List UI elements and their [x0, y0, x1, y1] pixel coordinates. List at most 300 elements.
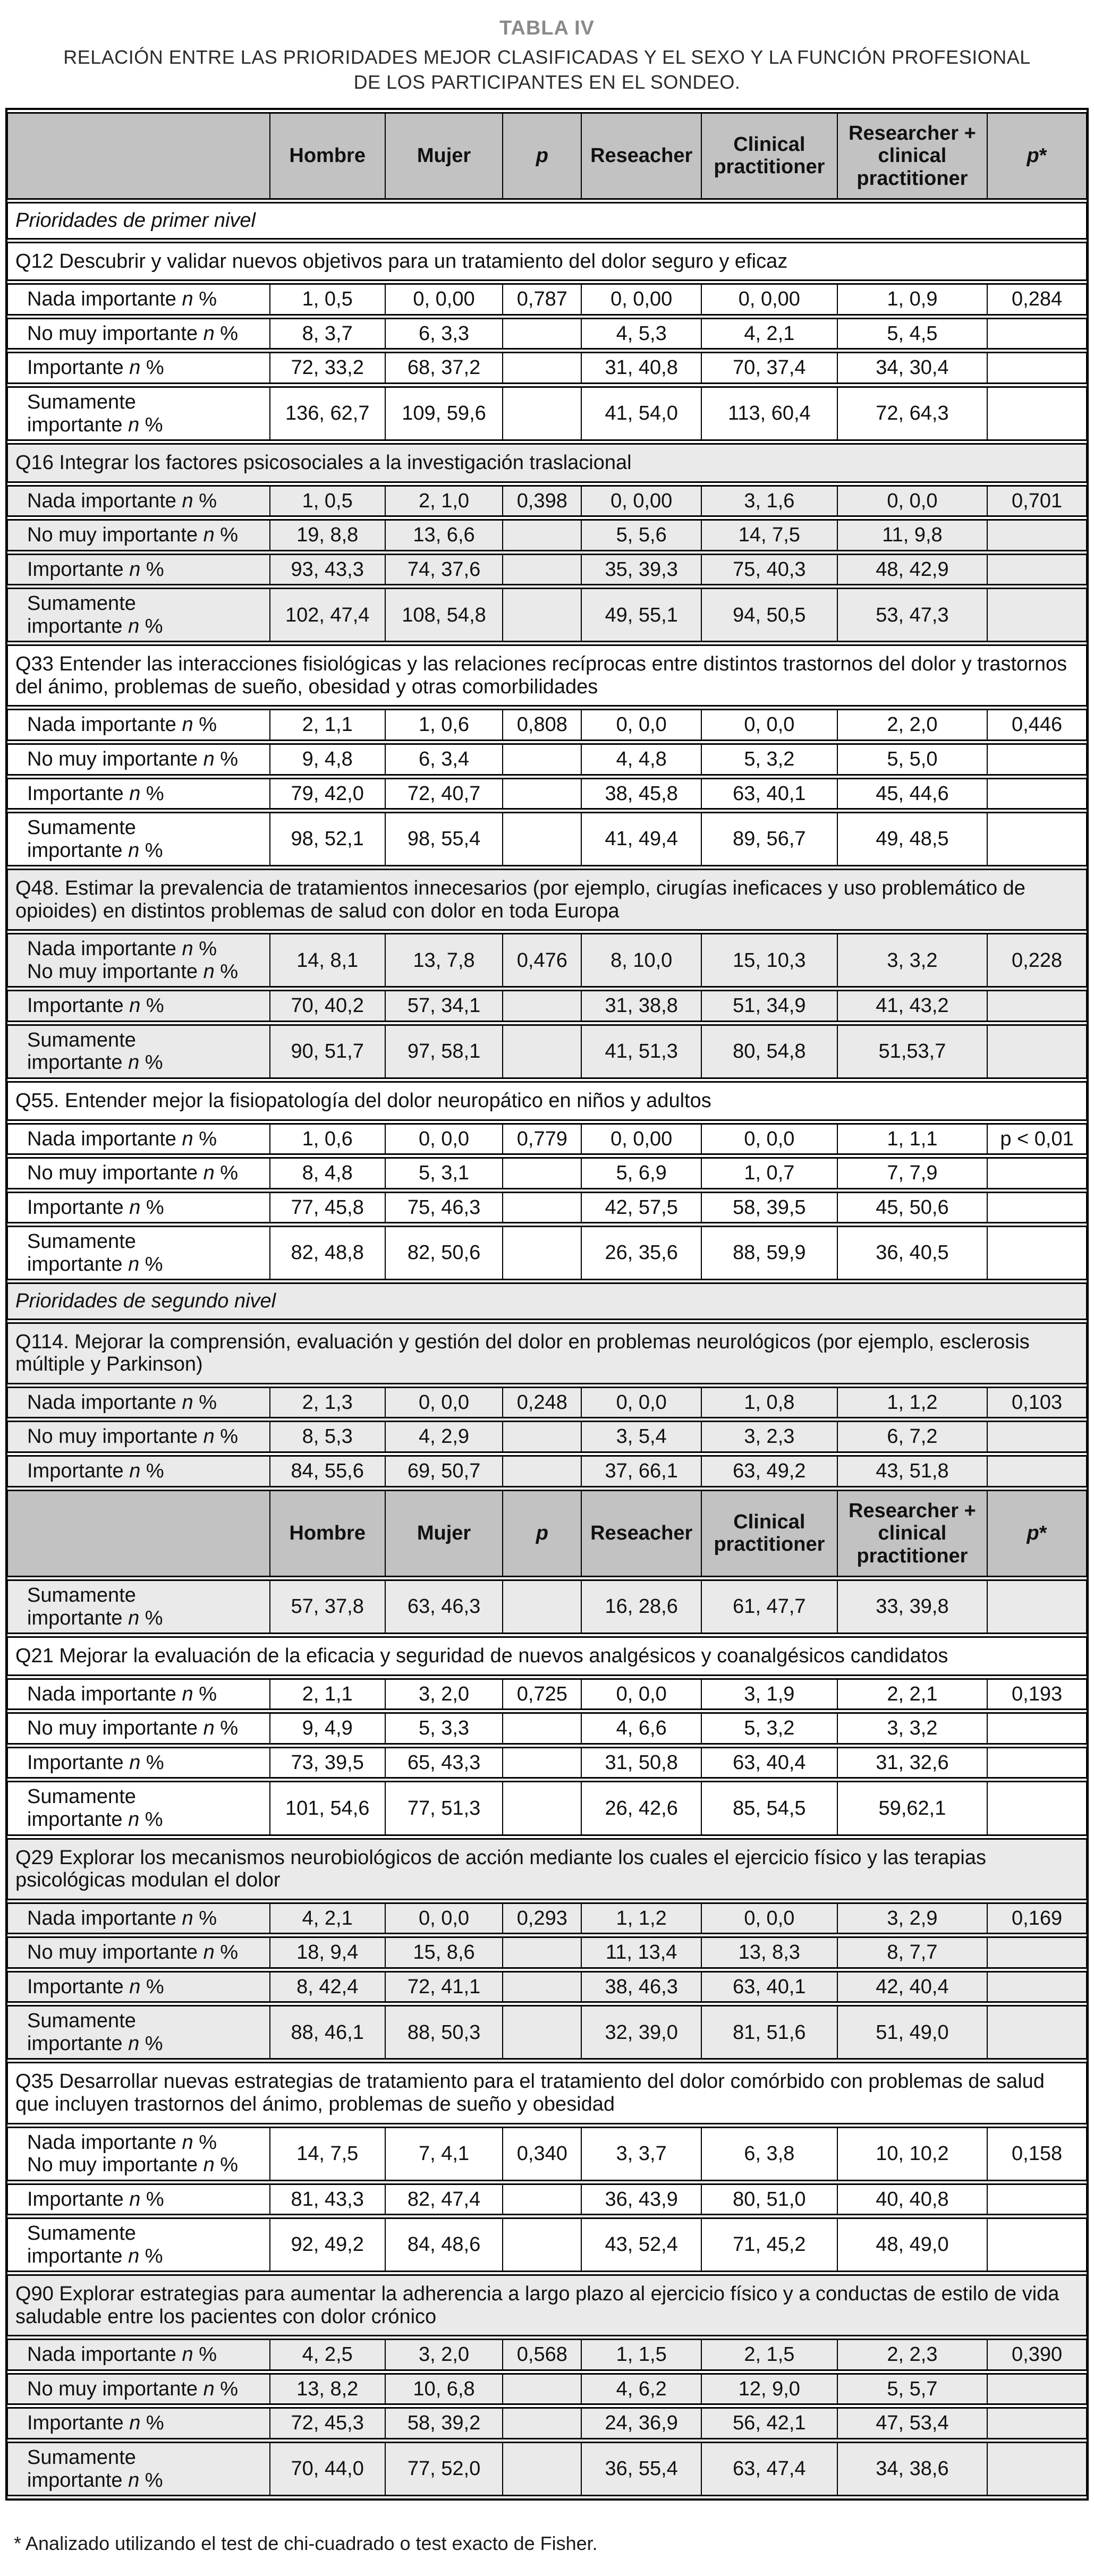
data-cell	[987, 1192, 1087, 1224]
data-cell: 0, 0,00	[701, 283, 837, 316]
data-cell: 72, 40,7	[385, 778, 503, 810]
data-cell: 63, 49,2	[701, 1455, 837, 1487]
data-cell: 8, 7,7	[837, 1936, 987, 1969]
data-cell: 3, 2,9	[837, 1902, 987, 1935]
data-cell: 2, 1,5	[701, 2339, 837, 2371]
data-cell	[987, 2407, 1087, 2439]
data-cell: 3, 2,0	[385, 1678, 503, 1711]
row-label: Nada importante n %	[7, 709, 270, 741]
data-cell: 102, 47,4	[270, 588, 385, 642]
question-title-row	[7, 1636, 1087, 1676]
data-cell: 0,293	[503, 1902, 581, 1935]
column-header-p: p	[503, 1490, 581, 1578]
data-cell: 4, 2,5	[270, 2339, 385, 2371]
data-cell: 48, 49,0	[837, 2217, 987, 2272]
data-cell	[987, 1971, 1087, 2003]
data-cell	[987, 2183, 1087, 2216]
row-label: Nada importante n %	[7, 1387, 270, 1419]
data-cell: 58, 39,5	[701, 1192, 837, 1224]
data-cell: 93, 43,3	[270, 554, 385, 586]
column-header-p: p	[503, 112, 581, 200]
data-cell: 3, 3,2	[837, 1712, 987, 1745]
data-cell: 69, 50,7	[385, 1455, 503, 1487]
question-title: Q90 Explorar estrategias para aumentar la adherencia a largo plazo al ejercicio físico y a conductas de estilo de vida saludable entre los pacientes con dolor crónico	[7, 2274, 1087, 2336]
table-row	[7, 1971, 1087, 2003]
data-cell: 63, 40,4	[701, 1747, 837, 1779]
table-row	[7, 318, 1087, 350]
header-row	[7, 1490, 1087, 1578]
question-title-row	[7, 644, 1087, 707]
data-cell: 63, 40,1	[701, 1971, 837, 2003]
data-cell	[503, 1781, 581, 1835]
data-cell: 1, 0,5	[270, 283, 385, 316]
data-cell: 36, 55,4	[581, 2442, 701, 2496]
table-subtitle-line-2: DE LOS PARTICIPANTES EN EL SONDEO.	[353, 71, 741, 93]
table-row	[7, 1712, 1087, 1745]
question-title-row	[7, 2274, 1087, 2336]
data-cell	[503, 1024, 581, 1079]
data-cell: 36, 43,9	[581, 2183, 701, 2216]
data-cell: 45, 44,6	[837, 778, 987, 810]
data-cell: 40, 40,8	[837, 2183, 987, 2216]
row-label: Importante n %	[7, 778, 270, 810]
data-cell: 51, 34,9	[701, 990, 837, 1022]
table-row	[7, 1936, 1087, 1969]
table-row	[7, 812, 1087, 866]
table-subtitle	[5, 45, 1089, 95]
row-label: Sumamente importante n %	[7, 386, 270, 441]
data-cell: 0, 0,0	[701, 1902, 837, 1935]
data-cell	[987, 2442, 1087, 2496]
data-cell: 0,169	[987, 1902, 1087, 1935]
question-title: Q12 Descubrir y validar nuevos objetivos para un tratamiento del dolor seguro y eficaz	[7, 242, 1087, 282]
question-title-row	[7, 1322, 1087, 1384]
data-cell	[503, 1192, 581, 1224]
data-cell	[503, 2005, 581, 2060]
column-header-researcher-clinical-practitioner: Researcher + clinical practitioner	[837, 1490, 987, 1578]
data-cell: 0,779	[503, 1123, 581, 1155]
data-cell: 5, 3,2	[701, 1712, 837, 1745]
data-cell	[503, 1226, 581, 1280]
data-cell	[987, 990, 1087, 1022]
row-label: Sumamente importante n %	[7, 2217, 270, 2272]
data-cell: 42, 57,5	[581, 1192, 701, 1224]
data-cell: 57, 37,8	[270, 1579, 385, 1634]
data-cell: 0,808	[503, 709, 581, 741]
data-cell: 4, 2,1	[270, 1902, 385, 1935]
data-cell: 41, 54,0	[581, 386, 701, 441]
data-cell: 0, 0,0	[385, 1123, 503, 1155]
data-cell	[987, 2005, 1087, 2060]
question-title-row	[7, 443, 1087, 483]
data-cell	[503, 2373, 581, 2405]
data-cell	[503, 318, 581, 350]
data-cell: 34, 30,4	[837, 352, 987, 384]
table-row	[7, 352, 1087, 384]
column-header-researcher-clinical-practitioner: Researcher + clinical practitioner	[837, 112, 987, 200]
data-cell: 14, 7,5	[270, 2127, 385, 2181]
data-cell: 1, 1,2	[837, 1387, 987, 1419]
table-row	[7, 1192, 1087, 1224]
group-label-row	[7, 1282, 1087, 1320]
row-label: Importante n %	[7, 554, 270, 586]
data-cell: 72, 64,3	[837, 386, 987, 441]
column-header-p: p*	[987, 1490, 1087, 1578]
data-cell: 70, 37,4	[701, 352, 837, 384]
data-cell: 9, 4,9	[270, 1712, 385, 1745]
row-label: Sumamente importante n %	[7, 1024, 270, 1079]
row-label: No muy importante n %	[7, 1421, 270, 1453]
data-cell: 11, 13,4	[581, 1936, 701, 1969]
table-row	[7, 1421, 1087, 1453]
data-cell	[503, 554, 581, 586]
data-cell	[503, 1579, 581, 1634]
data-cell	[503, 2183, 581, 2216]
data-cell: 0,284	[987, 283, 1087, 316]
data-cell: 108, 54,8	[385, 588, 503, 642]
data-cell: 4, 6,2	[581, 2373, 701, 2405]
question-title: Q35 Desarrollar nuevas estrategias de tratamiento para el tratamiento del dolor comórbido con problemas de salud que incluyen trastornos del ánimo, problemas de sueño y obesidad	[7, 2062, 1087, 2124]
column-header-hombre: Hombre	[270, 1490, 385, 1578]
data-cell	[987, 554, 1087, 586]
data-cell	[987, 1781, 1087, 1835]
table-row	[7, 1579, 1087, 1634]
data-cell: 81, 51,6	[701, 2005, 837, 2060]
data-cell: 14, 8,1	[270, 933, 385, 988]
data-cell: p < 0,01	[987, 1123, 1087, 1155]
table-row	[7, 1157, 1087, 1189]
column-header-clinical-practitioner: Clinical practitioner	[701, 112, 837, 200]
table-row	[7, 2183, 1087, 2216]
row-label: Nada importante n % No muy importante n %	[7, 933, 270, 988]
data-cell: 1, 0,7	[701, 1157, 837, 1189]
data-cell: 61, 47,7	[701, 1579, 837, 1634]
data-cell	[987, 1226, 1087, 1280]
data-cell: 3, 1,6	[701, 485, 837, 517]
row-label: Nada importante n %	[7, 1678, 270, 1711]
table-row	[7, 554, 1087, 586]
question-title-row	[7, 2062, 1087, 2124]
data-cell: 98, 52,1	[270, 812, 385, 866]
data-cell: 82, 47,4	[385, 2183, 503, 2216]
data-cell	[503, 812, 581, 866]
data-cell: 63, 46,3	[385, 1579, 503, 1634]
data-cell: 0,398	[503, 485, 581, 517]
data-cell: 6, 7,2	[837, 1421, 987, 1453]
data-cell: 10, 6,8	[385, 2373, 503, 2405]
data-cell: 36, 40,5	[837, 1226, 987, 1280]
data-cell: 0, 0,0	[837, 485, 987, 517]
row-label: No muy importante n %	[7, 1712, 270, 1745]
data-cell: 92, 49,2	[270, 2217, 385, 2272]
data-cell: 31, 38,8	[581, 990, 701, 1022]
data-cell	[987, 1455, 1087, 1487]
data-cell: 14, 7,5	[701, 519, 837, 551]
data-cell: 70, 44,0	[270, 2442, 385, 2496]
data-cell: 0,390	[987, 2339, 1087, 2371]
data-cell: 7, 4,1	[385, 2127, 503, 2181]
data-cell: 34, 38,6	[837, 2442, 987, 2496]
data-cell: 0, 0,00	[581, 1123, 701, 1155]
data-cell: 0, 0,0	[701, 1123, 837, 1155]
row-label: Importante n %	[7, 2407, 270, 2439]
data-cell: 5, 6,9	[581, 1157, 701, 1189]
data-cell	[987, 1936, 1087, 1969]
question-title-row	[7, 1081, 1087, 1121]
data-cell: 0, 0,0	[385, 1902, 503, 1935]
table-row	[7, 709, 1087, 741]
data-cell: 32, 39,0	[581, 2005, 701, 2060]
data-cell: 72, 33,2	[270, 352, 385, 384]
data-cell: 0,701	[987, 485, 1087, 517]
question-title: Q21 Mejorar la evaluación de la eficacia y seguridad de nuevos analgésicos y coanalgésicos candidatos	[7, 1636, 1087, 1676]
row-label: Sumamente importante n %	[7, 812, 270, 866]
data-cell	[503, 1157, 581, 1189]
data-cell: 5, 3,3	[385, 1712, 503, 1745]
data-cell: 0,248	[503, 1387, 581, 1419]
row-label: Nada importante n %	[7, 2339, 270, 2371]
data-cell: 51,53,7	[837, 1024, 987, 1079]
data-cell: 6, 3,3	[385, 318, 503, 350]
row-label: No muy importante n %	[7, 318, 270, 350]
data-cell: 31, 50,8	[581, 1747, 701, 1779]
table-row	[7, 990, 1087, 1022]
row-label: No muy importante n %	[7, 1157, 270, 1189]
data-cell: 1, 1,1	[837, 1123, 987, 1155]
table-row	[7, 1747, 1087, 1779]
data-cell: 0,725	[503, 1678, 581, 1711]
data-cell: 0, 0,0	[581, 1678, 701, 1711]
row-label: Importante n %	[7, 1192, 270, 1224]
data-cell: 10, 10,2	[837, 2127, 987, 2181]
data-cell: 0,158	[987, 2127, 1087, 2181]
data-cell: 47, 53,4	[837, 2407, 987, 2439]
data-cell: 2, 1,3	[270, 1387, 385, 1419]
table-row	[7, 283, 1087, 316]
data-cell: 109, 59,6	[385, 386, 503, 441]
table-row	[7, 588, 1087, 642]
data-cell: 1, 1,5	[581, 2339, 701, 2371]
data-cell: 16, 28,6	[581, 1579, 701, 1634]
data-cell: 31, 32,6	[837, 1747, 987, 1779]
data-cell	[503, 1936, 581, 1969]
data-cell: 0, 0,00	[581, 485, 701, 517]
table-row	[7, 2127, 1087, 2181]
column-header-empty	[7, 112, 270, 200]
data-cell: 9, 4,8	[270, 743, 385, 776]
data-cell: 13, 6,6	[385, 519, 503, 551]
column-header-empty	[7, 1490, 270, 1578]
data-cell	[503, 2442, 581, 2496]
data-cell: 77, 52,0	[385, 2442, 503, 2496]
question-title: Q114. Mejorar la comprensión, evaluación y gestión del dolor en problemas neurológicos (por ejemplo, esclerosis múltiple y Parkinson)	[7, 1322, 1087, 1384]
data-cell: 0,446	[987, 709, 1087, 741]
data-cell: 37, 66,1	[581, 1455, 701, 1487]
data-cell: 5, 5,7	[837, 2373, 987, 2405]
question-title-row	[7, 1838, 1087, 1900]
data-cell: 15, 10,3	[701, 933, 837, 988]
data-cell	[987, 778, 1087, 810]
data-cell: 81, 43,3	[270, 2183, 385, 2216]
group-label-row	[7, 202, 1087, 240]
data-cell: 24, 36,9	[581, 2407, 701, 2439]
data-cell: 18, 9,4	[270, 1936, 385, 1969]
data-cell: 1, 0,6	[385, 709, 503, 741]
data-cell: 8, 42,4	[270, 1971, 385, 2003]
data-cell	[503, 1421, 581, 1453]
data-cell: 0, 0,0	[581, 1387, 701, 1419]
data-cell: 2, 2,1	[837, 1678, 987, 1711]
row-label: No muy importante n %	[7, 2373, 270, 2405]
data-cell: 84, 48,6	[385, 2217, 503, 2272]
table-row	[7, 2373, 1087, 2405]
data-cell: 0,193	[987, 1678, 1087, 1711]
data-cell	[987, 1421, 1087, 1453]
data-cell	[503, 1747, 581, 1779]
data-cell: 98, 55,4	[385, 812, 503, 866]
data-cell: 41, 49,4	[581, 812, 701, 866]
data-cell: 1, 0,8	[701, 1387, 837, 1419]
data-cell: 26, 42,6	[581, 1781, 701, 1835]
data-cell: 53, 47,3	[837, 588, 987, 642]
data-cell: 71, 45,2	[701, 2217, 837, 2272]
row-label: Importante n %	[7, 1971, 270, 2003]
table-row	[7, 386, 1087, 441]
row-label: Sumamente importante n %	[7, 1781, 270, 1835]
data-cell	[987, 743, 1087, 776]
data-cell: 8, 3,7	[270, 318, 385, 350]
data-cell: 19, 8,8	[270, 519, 385, 551]
group-label: Prioridades de segundo nivel	[7, 1282, 1087, 1320]
data-cell: 1, 1,2	[581, 1902, 701, 1935]
data-cell	[987, 2217, 1087, 2272]
data-cell: 7, 7,9	[837, 1157, 987, 1189]
data-cell: 63, 40,1	[701, 778, 837, 810]
data-cell: 80, 51,0	[701, 2183, 837, 2216]
data-cell: 49, 55,1	[581, 588, 701, 642]
footnote: * Analizado utilizando el test de chi-cuadrado o test exacto de Fisher.	[14, 2532, 598, 2555]
data-cell: 0, 0,0	[701, 709, 837, 741]
table-title: TABLA IV	[499, 17, 595, 39]
data-cell	[503, 990, 581, 1022]
data-cell	[987, 318, 1087, 350]
data-cell: 88, 50,3	[385, 2005, 503, 2060]
data-cell: 8, 4,8	[270, 1157, 385, 1189]
data-cell: 2, 1,0	[385, 485, 503, 517]
data-cell: 3, 2,0	[385, 2339, 503, 2371]
row-label: Nada importante n %	[7, 1123, 270, 1155]
data-cell: 101, 54,6	[270, 1781, 385, 1835]
data-cell: 11, 9,8	[837, 519, 987, 551]
data-cell: 85, 54,5	[701, 1781, 837, 1835]
data-cell: 13, 8,2	[270, 2373, 385, 2405]
table-row	[7, 778, 1087, 810]
data-cell: 0,103	[987, 1387, 1087, 1419]
data-cell	[503, 1971, 581, 2003]
data-cell: 113, 60,4	[701, 386, 837, 441]
data-cell	[987, 812, 1087, 866]
data-cell: 136, 62,7	[270, 386, 385, 441]
data-cell: 88, 59,9	[701, 1226, 837, 1280]
data-cell	[503, 1455, 581, 1487]
data-cell: 75, 40,3	[701, 554, 837, 586]
column-header-p: p*	[987, 112, 1087, 200]
data-cell: 74, 37,6	[385, 554, 503, 586]
data-cell: 56, 42,1	[701, 2407, 837, 2439]
data-cell: 51, 49,0	[837, 2005, 987, 2060]
data-cell: 88, 46,1	[270, 2005, 385, 2060]
table-row	[7, 519, 1087, 551]
data-cell	[503, 2217, 581, 2272]
data-cell: 82, 50,6	[385, 1226, 503, 1280]
data-cell: 26, 35,6	[581, 1226, 701, 1280]
data-cell: 2, 2,0	[837, 709, 987, 741]
data-cell: 42, 40,4	[837, 1971, 987, 2003]
row-label: No muy importante n %	[7, 1936, 270, 1969]
data-cell: 38, 46,3	[581, 1971, 701, 2003]
data-cell	[987, 588, 1087, 642]
data-cell	[503, 386, 581, 441]
row-label: Sumamente importante n %	[7, 1226, 270, 1280]
results-table	[5, 108, 1089, 2501]
data-cell: 6, 3,8	[701, 2127, 837, 2181]
data-cell: 59,62,1	[837, 1781, 987, 1835]
data-cell	[503, 352, 581, 384]
data-cell	[987, 1747, 1087, 1779]
table-row	[7, 2217, 1087, 2272]
data-cell: 3, 2,3	[701, 1421, 837, 1453]
data-cell: 12, 9,0	[701, 2373, 837, 2405]
data-cell: 73, 39,5	[270, 1747, 385, 1779]
data-cell: 89, 56,7	[701, 812, 837, 866]
data-cell: 72, 41,1	[385, 1971, 503, 2003]
data-cell: 72, 45,3	[270, 2407, 385, 2439]
table-row	[7, 743, 1087, 776]
data-cell: 90, 51,7	[270, 1024, 385, 1079]
data-cell: 68, 37,2	[385, 352, 503, 384]
column-header-mujer: Mujer	[385, 1490, 503, 1578]
data-cell: 0,340	[503, 2127, 581, 2181]
data-cell: 45, 50,6	[837, 1192, 987, 1224]
data-cell: 4, 4,8	[581, 743, 701, 776]
table-row	[7, 933, 1087, 988]
data-cell: 65, 43,3	[385, 1747, 503, 1779]
data-cell: 0, 0,00	[581, 283, 701, 316]
question-title: Q16 Integrar los factores psicosociales a la investigación traslacional	[7, 443, 1087, 483]
data-cell: 84, 55,6	[270, 1455, 385, 1487]
data-cell: 58, 39,2	[385, 2407, 503, 2439]
row-label: Sumamente importante n %	[7, 2442, 270, 2496]
row-label: Nada importante n %	[7, 283, 270, 316]
data-cell	[503, 743, 581, 776]
row-label: Importante n %	[7, 352, 270, 384]
data-cell: 8, 10,0	[581, 933, 701, 988]
data-cell	[987, 352, 1087, 384]
data-cell	[503, 1712, 581, 1745]
data-cell: 5, 5,0	[837, 743, 987, 776]
data-cell: 4, 2,1	[701, 318, 837, 350]
data-cell: 3, 1,9	[701, 1678, 837, 1711]
data-cell: 31, 40,8	[581, 352, 701, 384]
data-cell: 0, 0,0	[385, 1387, 503, 1419]
data-cell	[987, 386, 1087, 441]
row-label: No muy importante n %	[7, 519, 270, 551]
data-cell: 77, 45,8	[270, 1192, 385, 1224]
data-cell	[987, 2373, 1087, 2405]
data-cell: 48, 42,9	[837, 554, 987, 586]
row-label: Nada importante n %	[7, 1902, 270, 1935]
data-cell: 33, 39,8	[837, 1579, 987, 1634]
